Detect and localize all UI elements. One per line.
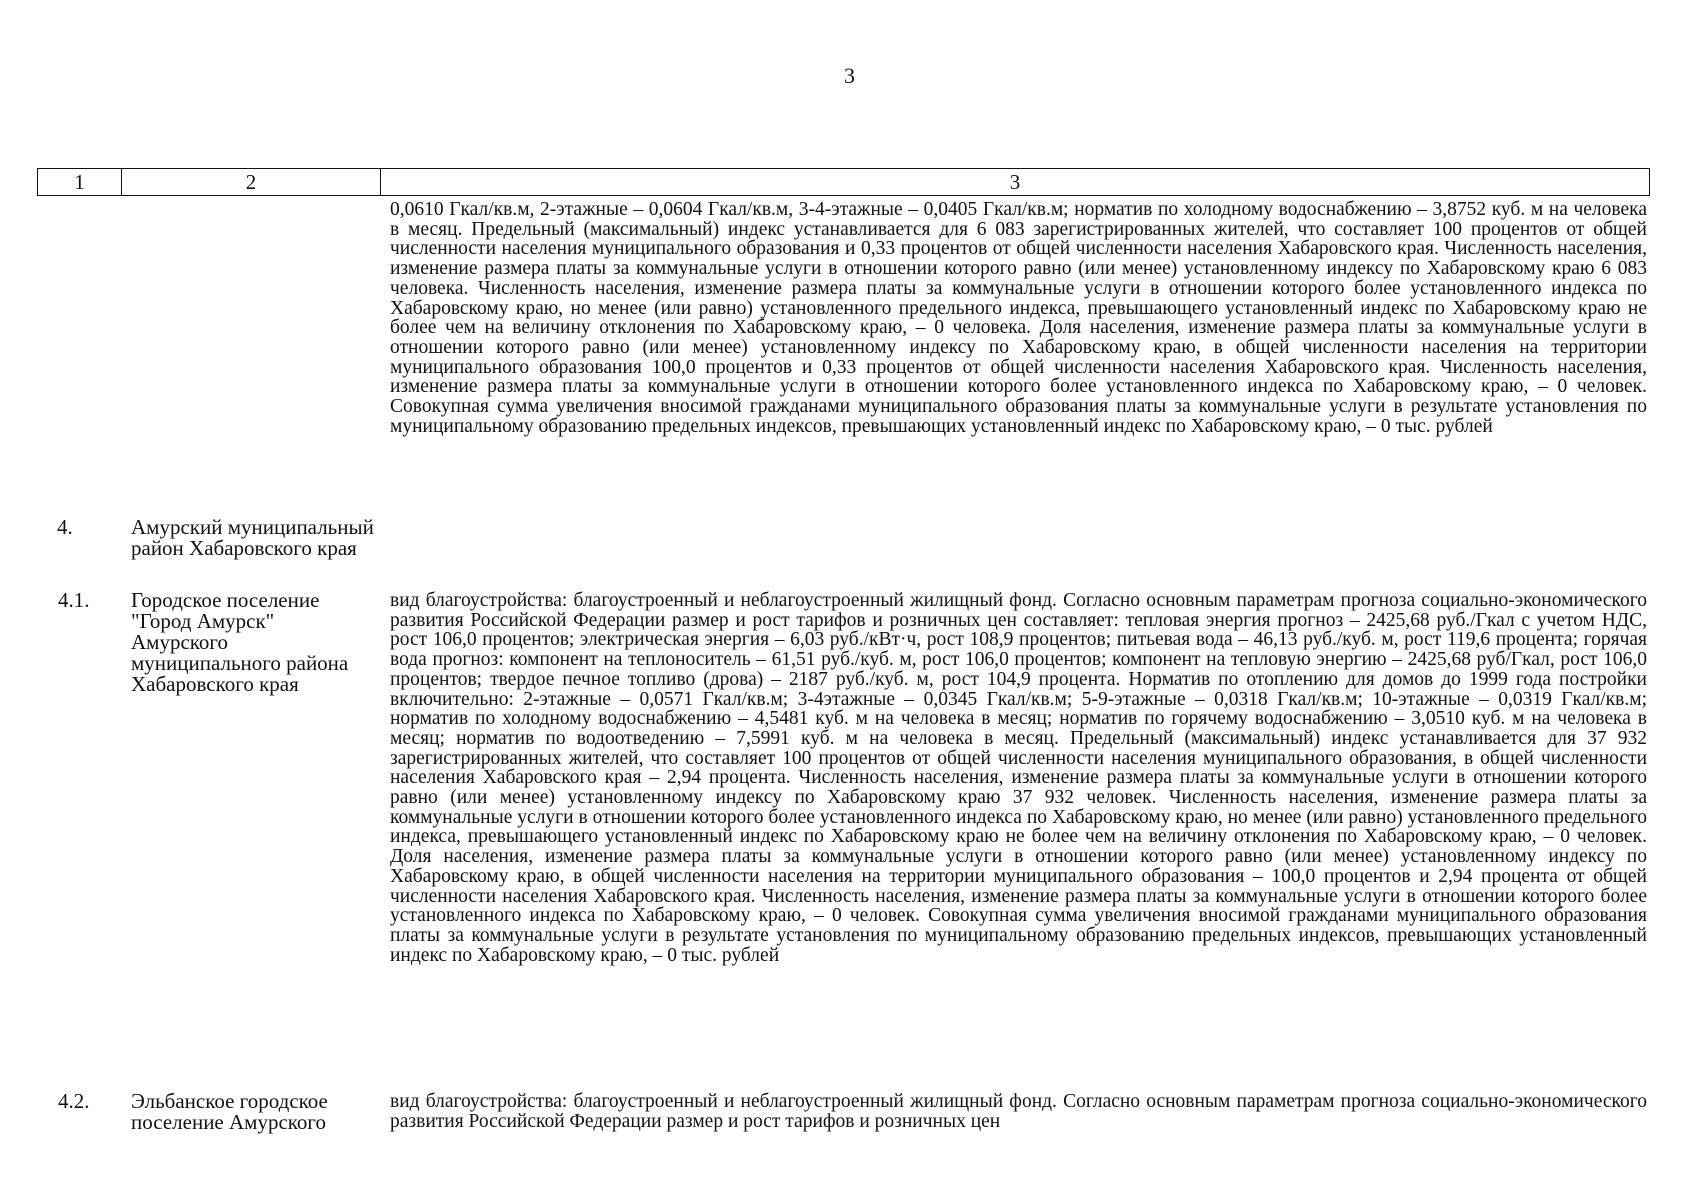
row-text-4-1: вид благоустройства: благоустроенный и неблагоустроенный жилищный фонд. Согласно основным параметрам прогноза социально-экономического развития Российской Федерации размер и рост тарифов и розничных цен составляет: тепловая энергия прогноз – 2425,68 руб./Гкал с учетом НДС, рост 106,0 процентов; электрическая энергия – 6,03 руб./кВт·ч, рост 108,9 процентов; питьевая вода – 46,13 руб./куб. м, рост 119,6 процента; горячая вода прогноз: компонент на теплоноситель – 61,51 руб./куб. м, рост 106,0 процентов; компонент на тепловую энергию – 2425,68 руб/Гкал, рост 106,0 процентов; твердое печное топливо (дрова) – 2187 руб./куб. м, рост 104,9 процента. Норматив по отоплению для домов до 1999 года постройки включительно: 2-этажные – 0,0571 Гкал/кв.м; 3-4этажные – 0,0345 Гкал/кв.м; 5-9-этажные – 0,0318 Гкал/кв.м; 10-этажные – 0,0319 Гкал/кв.м; норматив по холодному водоснабжению – 4,5481 куб. м на человека в месяц; норматив по горячему водоснабжению – 3,0510 куб. м на человека в месяц; норматив по водоотведению – 7,5991 куб. м на человека в месяц. Предельный (максимальный) индекс устанавливается для 37 932 зарегистрированных жителей, что составляет 100 процентов от общей численности населения муниципального образования, в общей численности населения Хабаровского края – 2,94 процента. Численность населения, изменение размера платы за коммунальные услуги в отношении которого равно (или менее) установленному индексу по Хабаровскому краю 37 932 человек. Численность населения, изменение размера платы за коммунальные услуги в отношении которого более установленного индекса по Хабаровскому краю, но менее (или равно) установленного предельного индекса, превышающего установленный индекс по Хабаровскому краю не более чем на величину отклонения по Хабаровскому краю, – 0 человек. Доля населения, изменение размера платы за коммунальные услуги в отношении которого равно (или менее) установленному индексу по Хабаровскому краю, в общей численности населения на территории муниципального образования – 100,0 процентов и 2,94 процента от общей численности населения Хабаровского края. Численность населения, изменение размера платы за коммунальные услуги в отношении которого более установленного индекса по Хабаровскому краю, – 0 человек. Совокупная сумма увеличения вносимой гражданами муниципального образования платы за коммунальные услуги в результате установления по муниципальному образованию предельных индексов, превышающих установленный индекс по Хабаровскому краю, – 0 тыс. рублей — [390, 590, 1647, 966]
page-number: 3 — [844, 63, 855, 88]
row-number-4-1: 4.1. — [58, 588, 90, 612]
table-header-row — [37, 168, 1650, 196]
row-name-4: Амурский муниципальный район Хабаровского края — [131, 515, 374, 560]
header-col-number: 1 — [38, 169, 122, 195]
row-name-4-1: Городское поселение "Город Амурск" Амурского муниципального района Хабаровского края — [131, 588, 349, 696]
row-number-4-2: 4.2. — [58, 1089, 90, 1113]
header-col-name: 2 — [122, 169, 381, 195]
row-number-4: 4. — [57, 515, 73, 539]
continued-description-text: 0,0610 Гкал/кв.м, 2-этажные – 0,0604 Гкал/кв.м, 3-4-этажные – 0,0405 Гкал/кв.м; норматив по холодному водоснабжению – 3,8752 куб. м на человека в месяц. Предельный (максимальный) индекс устанавливается для 6 083 зарегистрированных жителей, что составляет 100 процентов от общей численности населения муниципального образования и 0,33 процентов от общей численности населения Хабаровского края. Численность населения, изменение размера платы за коммунальные услуги в отношении которого равно (или менее) установленному индексу по Хабаровскому краю 6 083 человека. Численность населения, изменение размера платы за коммунальные услуги в отношении которого более установленного индекса по Хабаровскому краю, но менее (или равно) установленного предельного индекса, превышающего установленный индекс по Хабаровскому краю не более чем на величину отклонения по Хабаровскому краю, – 0 человека. Доля населения, изменение размера платы за коммунальные услуги в отношении которого равно (или менее) установленному индексу по Хабаровскому краю, в общей численности населения на территории муниципального образования 100,0 процентов и 0,33 процентов от общей численности населения Хабаровского края. Численность населения, изменение размера платы за коммунальные услуги в отношении которого более установленного индекса по Хабаровскому краю, – 0 человек. Совокупная сумма увеличения вносимой гражданами муниципального образования платы за коммунальные услуги в результате установления по муниципальному образованию предельных индексов, превышающих установленный индекс по Хабаровскому краю, – 0 тыс. рублей — [390, 199, 1647, 437]
row-name-4-2: Эльбанское городское поселение Амурского — [131, 1089, 328, 1134]
row-text-4-2: вид благоустройства: благоустроенный и неблагоустроенный жилищный фонд. Согласно основным параметрам прогноза социально-экономического развития Российской Федерации размер и рост тарифов и розничных цен — [390, 1091, 1647, 1132]
header-col-description: 3 — [1009, 170, 1021, 194]
